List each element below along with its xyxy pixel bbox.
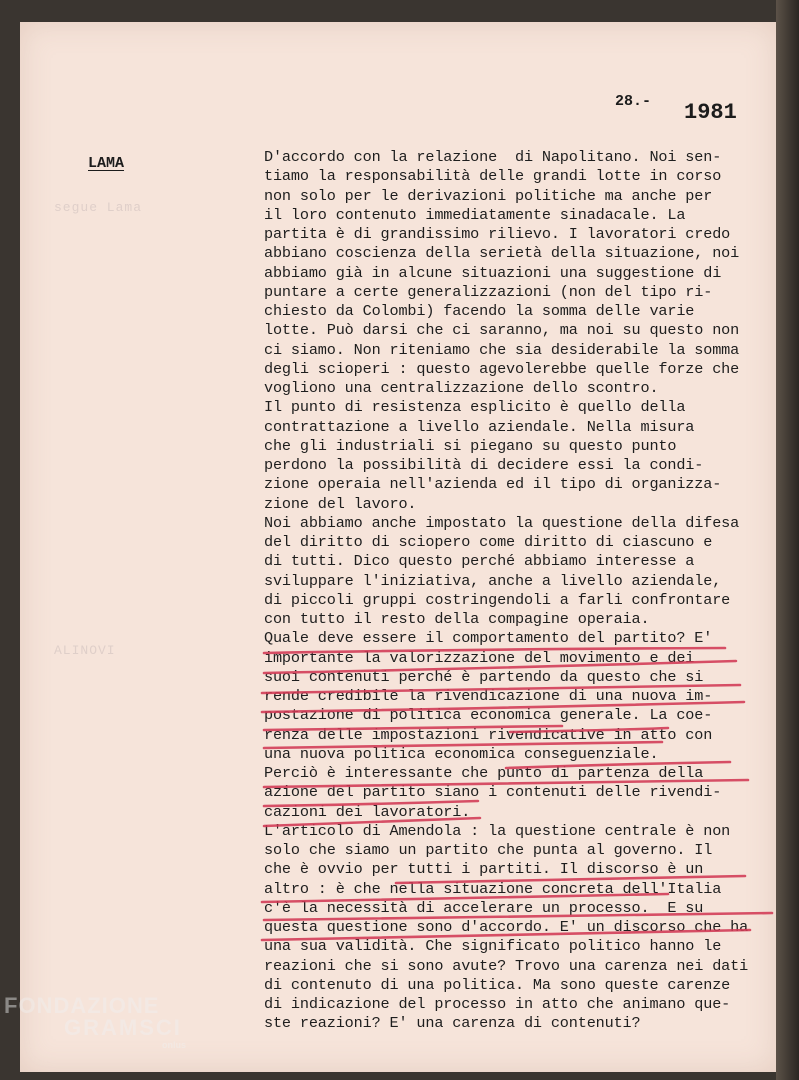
text-line: partita è di grandissimo rilievo. I lavoratori credo [264, 225, 731, 243]
text-line: D'accordo con la relazione di Napolitano. Noi sen- [264, 148, 722, 166]
text-line: di contenuto di una politica. Ma sono queste carenze [264, 975, 731, 994]
text-line: sviluppare l'iniziativa, anche a livello aziendale, [264, 571, 722, 590]
text-line: renza delle impostazioni rivendicative in atto con [264, 725, 713, 744]
bleed-through-text: ALINOVI [54, 643, 116, 658]
text-line: di indicazione del processo in atto che animano que- [264, 995, 731, 1013]
text-line: Noi abbiamo anche impostato la questione della difesa [264, 513, 740, 532]
text-line: abbiamo già in alcune situazioni una suggestione di [264, 263, 722, 282]
text-line: del diritto di sciopero come diritto di ciascuno e [264, 533, 713, 551]
text-line: contrattazione a livello aziendale. Nella misura [264, 417, 695, 436]
text-line: rende credibile la rivendicazione di una nuova im- [264, 687, 713, 705]
text-line: abbiano coscienza della serietà della situazione, noi [264, 244, 740, 263]
text-line: zione operaia nell'azienda ed il tipo di organizza- [264, 475, 722, 494]
text-line: importante la valorizzazione del movimento e dei [264, 648, 695, 667]
text-line: Quale deve essere il comportamento del partito? E' [264, 629, 713, 648]
watermark-line: FONDAZIONE [4, 993, 160, 1018]
text-line: L'articolo di Amendola : la questione centrale è non [264, 821, 731, 840]
scan-edge [776, 0, 799, 1080]
text-line: una nuova politica economica conseguenziale. [264, 744, 659, 763]
text-line: puntare a certe generalizzazioni (non del tipo ri- [264, 282, 713, 301]
text-line: suoi contenuti perché è partendo da questo che si [264, 667, 704, 686]
text-line: con tutto il resto della compagine operaia. [264, 610, 650, 628]
text-line: che gli industriali si piegano su questo punto [264, 436, 677, 455]
text-line: di piccoli gruppi costringendoli a farli confrontare [264, 590, 731, 609]
text-line: solo che siamo un partito che punta al governo. Il [264, 841, 713, 859]
page-number: 28.- [615, 93, 652, 110]
text-line: zione del lavoro. [264, 494, 417, 513]
text-line: c'è la necessità di accelerare un processo. E su [264, 898, 704, 917]
text-line: tiamo la responsabilità delle grandi lotte in corso [264, 167, 722, 186]
text-line: non solo per le derivazioni politiche ma anche per [264, 186, 713, 205]
text-line: perdono la possibilità di decidere essi la condi- [264, 456, 704, 474]
text-line: di tutti. Dico questo perché abbiamo interesse a [264, 552, 695, 571]
text-line: che è ovvio per tutti i partiti. Il discorso è un [264, 860, 704, 879]
bleed-through-text: segue Lama [54, 200, 143, 215]
text-line: postazione di politica economica generale. La coe- [264, 706, 713, 725]
text-line: il loro contenuto immediatamente sinadacale. La [264, 205, 686, 224]
watermark-line: GRAMSCI [64, 1015, 182, 1040]
text-line: questa questione sono d'accordo. E' un discorso che ha [264, 918, 749, 936]
text-line: azione del partito siano i contenuti delle rivendi- [264, 783, 722, 802]
text-line: Perciò è interessante che punto di partenza della [264, 764, 704, 782]
watermark-line: onlus [162, 1040, 186, 1050]
year-stamp: 1981 [684, 100, 737, 125]
text-line: vogliono una centralizzazione dello scontro. [264, 379, 659, 397]
speaker-name: LAMA [88, 155, 125, 172]
text-line: Il punto di resistenza esplicito è quello della [264, 398, 686, 417]
text-line: reazioni che si sono avute? Trovo una carenza nei dati [264, 956, 749, 975]
text-line: chiesto da Colombi) facendo la somma delle varie [264, 302, 695, 320]
text-line: degli scioperi : questo agevolerebbe quelle forze che [264, 359, 740, 378]
text-line: ste reazioni? E' una carenza di contenuti? [264, 1014, 641, 1033]
text-line: altro : è che nella situazione concreta dell'Italia [264, 879, 722, 898]
fondazione-gramsci-watermark [4, 995, 186, 1050]
text-line: ci siamo. Non riteniamo che sia desiderabile la somma [264, 340, 740, 359]
text-line: cazioni dei lavoratori. [264, 802, 471, 821]
text-line: lotte. Può darsi che ci saranno, ma noi su questo non [264, 321, 740, 340]
text-line: una sua validità. Che significato politico hanno le [264, 937, 722, 956]
speech-body [264, 148, 774, 1034]
